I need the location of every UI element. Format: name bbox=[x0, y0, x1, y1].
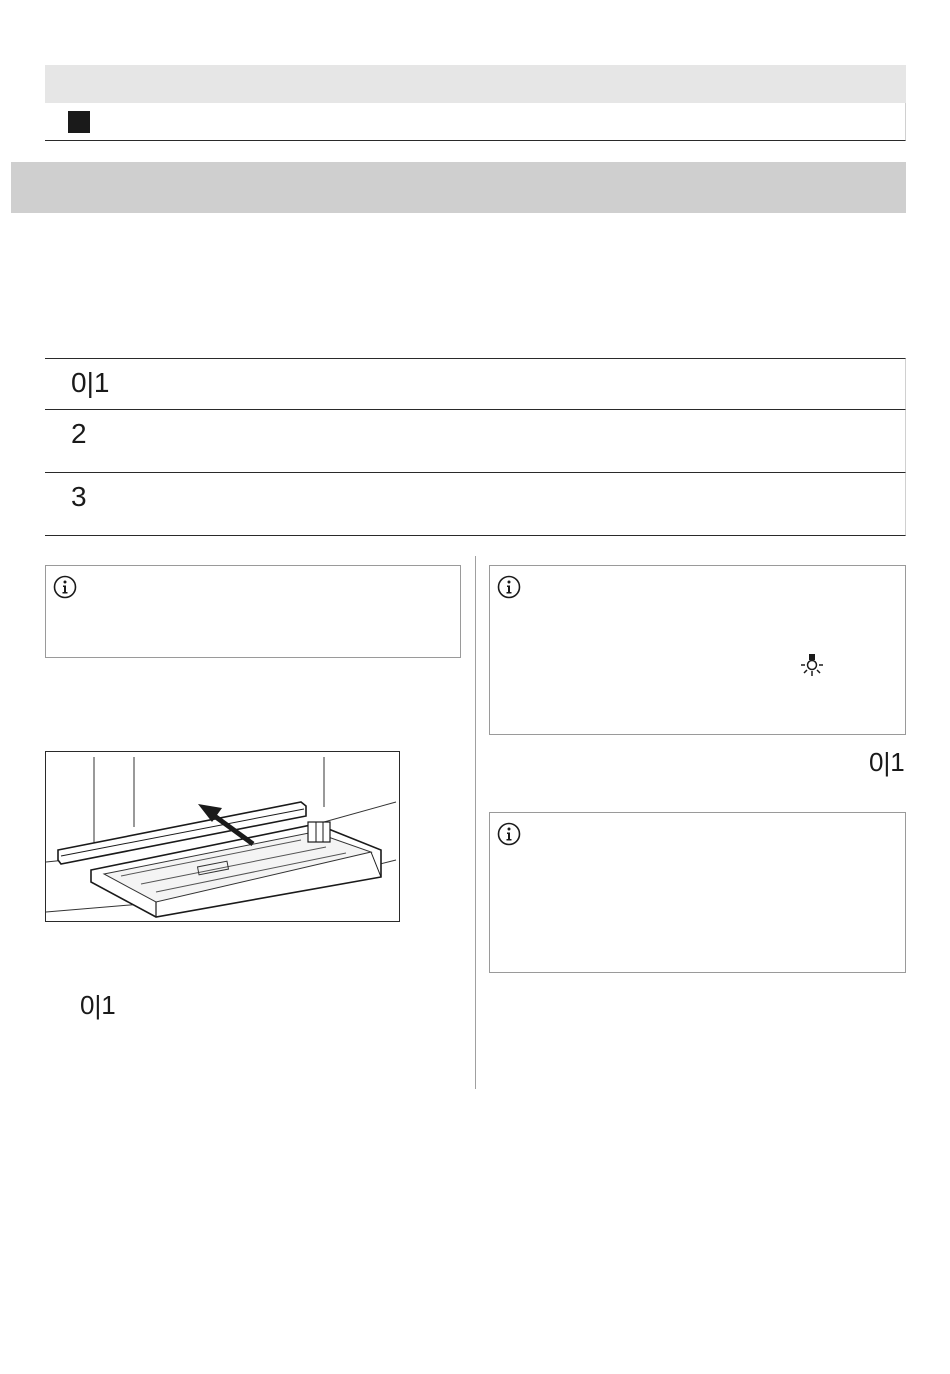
info-circle-icon bbox=[53, 575, 77, 599]
table-row bbox=[45, 358, 906, 409]
controls-table bbox=[45, 358, 906, 536]
table-row bbox=[45, 409, 906, 472]
speed-2-symbol: 2 bbox=[71, 418, 87, 449]
column-divider bbox=[475, 556, 476, 1089]
info-circle-icon bbox=[497, 822, 521, 846]
onoff-symbol: 0|1 bbox=[80, 990, 116, 1020]
speed-3-symbol: 3 bbox=[71, 481, 87, 512]
info-box-right bbox=[489, 565, 906, 735]
cooker-hood-pull-out-illustration bbox=[46, 752, 400, 922]
onoff-symbol: 0|1 bbox=[71, 367, 110, 398]
table-row bbox=[45, 472, 906, 536]
info-box-left bbox=[45, 565, 461, 658]
header-row bbox=[45, 103, 906, 141]
info-circle-icon bbox=[497, 575, 521, 599]
onoff-symbol: 0|1 bbox=[869, 747, 905, 777]
info-box-right-2 bbox=[489, 812, 906, 973]
cooker-hood-illustration bbox=[45, 751, 400, 922]
header-bar bbox=[45, 65, 906, 103]
light-bulb-icon bbox=[799, 651, 825, 679]
black-square-icon bbox=[68, 111, 90, 133]
section-banner bbox=[11, 162, 906, 213]
